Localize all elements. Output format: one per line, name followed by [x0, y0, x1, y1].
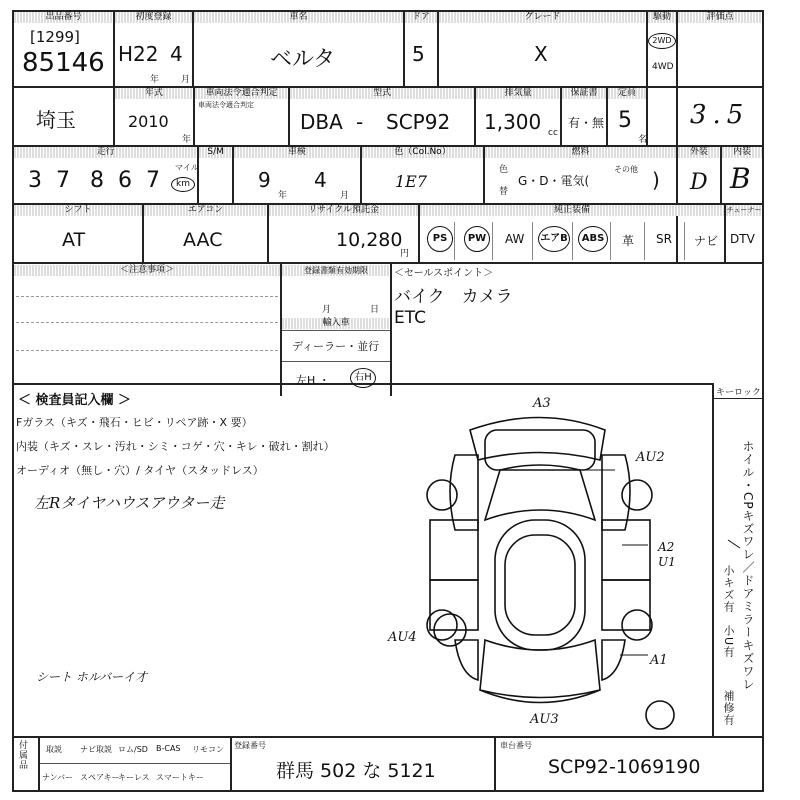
- car-name: ベルタ: [270, 47, 336, 72]
- first-reg-nen: 年: [150, 75, 160, 85]
- fuel-options: G・D・電気(: [518, 174, 590, 188]
- doors-value: 5: [412, 42, 425, 66]
- side-note-col2-3: 補修有: [722, 690, 735, 726]
- inspector-line-3: オーディオ（無し・穴）/ タイヤ（スタッドレス）: [16, 464, 264, 477]
- equip-abs-circled: ABS: [578, 226, 608, 252]
- label-lot-no: 出品番号: [14, 12, 113, 23]
- acc-rom-sd: ロム/SD: [118, 745, 148, 754]
- mileage-digit-2: 7: [56, 168, 70, 193]
- inspection-year-unit: 年: [278, 191, 288, 201]
- inspector-line-2: 内装（キズ・スレ・汚れ・シミ・コゲ・穴・キレ・破れ・割れ）: [16, 440, 335, 453]
- side-note-col2-1: 小キズ有: [722, 565, 735, 613]
- model-year: 2010: [128, 112, 169, 131]
- steering-left: 左H ・: [296, 374, 330, 387]
- color-label-top: 色: [499, 165, 509, 175]
- equip-pw-circled: PW: [464, 226, 490, 252]
- acc-number: ナンバー: [42, 773, 74, 782]
- acc-bcas: B-CAS: [156, 744, 181, 753]
- label-warranty: 保証書: [562, 88, 606, 99]
- mileage-unit-km-circled: km: [171, 177, 195, 192]
- inspection-year: 9: [258, 168, 271, 192]
- acc-smart-key: スマートキー: [156, 773, 204, 782]
- label-inspection: 車検: [234, 147, 360, 158]
- inspector-handwritten-1: 左Rタイヤハウスアウター走: [34, 494, 225, 512]
- equip-dtv: DTV: [730, 232, 755, 246]
- doc-valid-month: 月: [322, 305, 332, 315]
- first-reg-month: 4: [170, 42, 183, 66]
- reg-number: 群馬 502 な 5121: [276, 760, 436, 782]
- exterior-handwritten: D: [690, 170, 708, 195]
- color-handwritten: 1E7: [395, 172, 428, 191]
- inspection-month: 4: [314, 168, 327, 192]
- model-dash: -: [356, 110, 364, 134]
- equip-aw: AW: [505, 232, 525, 246]
- lot-code: [1299]: [30, 28, 80, 46]
- drive-4wd: 4WD: [652, 62, 674, 72]
- label-tuner: チューナー: [726, 206, 762, 214]
- displacement-unit: cc: [548, 128, 558, 138]
- label-recycle: リサイクル預託金: [269, 205, 418, 216]
- damage-mark-rear: AU3: [530, 712, 559, 727]
- mileage-digit-5: 7: [146, 168, 160, 193]
- label-drive: 駆動: [648, 12, 676, 23]
- first-reg-era: H22: [118, 42, 159, 66]
- sales-point-2: ETC: [394, 308, 426, 328]
- label-shift: シフト: [14, 205, 142, 216]
- chassis-number: SCP92-1069190: [548, 756, 701, 778]
- capacity-value: 5: [618, 108, 632, 133]
- label-doors: ドア: [405, 12, 437, 23]
- shift-value: AT: [62, 229, 86, 251]
- acc-remote: リモコン: [192, 745, 224, 754]
- label-inspector: ＜ 検査員記入欄 ＞: [18, 393, 132, 408]
- damage-mark-front: A3: [533, 396, 551, 411]
- label-rating: 評価点: [678, 12, 762, 23]
- label-fuel: 燃料: [485, 147, 676, 158]
- label-sales-points: ＜セールスポイント＞: [394, 268, 494, 279]
- equip-ps-circled: PS: [427, 226, 453, 252]
- color-label-bottom: 替: [499, 187, 509, 197]
- fuel-other: その他: [614, 165, 638, 174]
- label-chassis-no: 車台番号: [500, 741, 532, 750]
- steering-right-circled: 右H: [350, 368, 376, 388]
- side-note-1: ホイル・CPキズ: [741, 440, 755, 536]
- label-exterior: 外装: [678, 147, 720, 158]
- label-meter-change: S/M: [199, 147, 232, 158]
- label-color: 色（Col.No）: [362, 147, 483, 158]
- damage-mark-right-rear: A1: [650, 653, 668, 668]
- side-note-2: ワレ／ドアミラーキズワレ: [741, 535, 755, 691]
- grade-value: X: [534, 42, 548, 66]
- model-year-unit: 年: [182, 135, 192, 145]
- mileage-unit-mile: マイル: [175, 163, 199, 172]
- label-accessories: 付属品: [17, 740, 27, 770]
- label-keylock: キーロック: [716, 388, 761, 398]
- warranty-value: 有・無: [568, 116, 605, 130]
- mileage-digit-1: 3: [28, 168, 54, 193]
- label-regulation: 車両法令適合判定: [195, 88, 288, 99]
- label-equipment: 純正装備: [420, 205, 724, 216]
- acc-manual: 取説: [46, 745, 62, 754]
- inspector-handwritten-2: シート ホルバーイ才: [36, 670, 147, 684]
- label-model: 型式: [290, 88, 474, 99]
- prefecture-region: 埼玉: [36, 108, 76, 132]
- model-prefix: DBA: [300, 110, 343, 134]
- recycle-unit: 円: [400, 249, 410, 259]
- arrival-value: ディーラー・並行: [292, 340, 380, 353]
- label-interior: 内装: [722, 147, 762, 158]
- label-document-valid: 登録書類有効期限: [282, 265, 390, 276]
- label-reg-no: 登録番号: [234, 741, 266, 750]
- label-aircon: エアコン: [144, 205, 267, 216]
- first-reg-tsuki: 月: [181, 75, 191, 85]
- label-year: 年式: [115, 88, 193, 99]
- label-first-reg: 初度登録: [115, 12, 192, 23]
- label-notes: ＜注意事項＞: [14, 265, 280, 276]
- label-car-name: 車名: [194, 12, 403, 23]
- recycle-value: 10,280: [336, 229, 403, 251]
- equip-airbag-circled: エアB: [538, 226, 570, 252]
- aircon-value: AAC: [183, 229, 223, 251]
- acc-keyless: キーレス: [118, 773, 150, 782]
- label-grade: グレード: [439, 12, 646, 23]
- mileage-digit-4: 6: [118, 168, 132, 193]
- side-note-col2-2: 小U有: [722, 625, 735, 659]
- drive-2wd-circled: 2WD: [648, 33, 676, 49]
- sales-point-1: バイク カメラ: [394, 287, 513, 307]
- capacity-unit: 名: [638, 135, 648, 145]
- acc-navi-manual: ナビ取説: [80, 745, 112, 754]
- h-line: [40, 763, 230, 764]
- label-displacement: 排気量: [476, 88, 560, 99]
- lot-number: 85146: [22, 48, 105, 78]
- label-capacity: 定員: [608, 88, 646, 99]
- label-mileage: 走行: [14, 147, 197, 158]
- interior-handwritten: B: [730, 162, 751, 195]
- damage-mark-left-rear: AU4: [388, 630, 417, 645]
- mileage-digit-3: 8: [90, 168, 104, 193]
- doc-valid-day: 日: [370, 305, 380, 315]
- damage-mark-right-mid: A2 U1: [658, 540, 676, 569]
- fuel-close: ): [652, 168, 660, 192]
- label-arrival: 輸入車: [282, 318, 390, 329]
- inspection-month-unit: 月: [340, 191, 350, 201]
- model-code: SCP92: [386, 110, 451, 134]
- rating-handwritten: 3.5: [690, 100, 750, 130]
- regulation-small: 車両法令適合判定: [198, 101, 254, 109]
- equip-navi: ナビ: [694, 234, 719, 248]
- equip-sr: SR: [656, 232, 672, 246]
- inspector-line-1: Fガラス（キズ・飛石・ヒビ・リペア跡・X 要）: [16, 416, 253, 429]
- equip-leather: 革: [622, 234, 635, 248]
- acc-spare-key: スペアキー: [80, 773, 120, 782]
- damage-mark-right-front: AU2: [636, 450, 665, 465]
- displacement-value: 1,300: [484, 110, 542, 134]
